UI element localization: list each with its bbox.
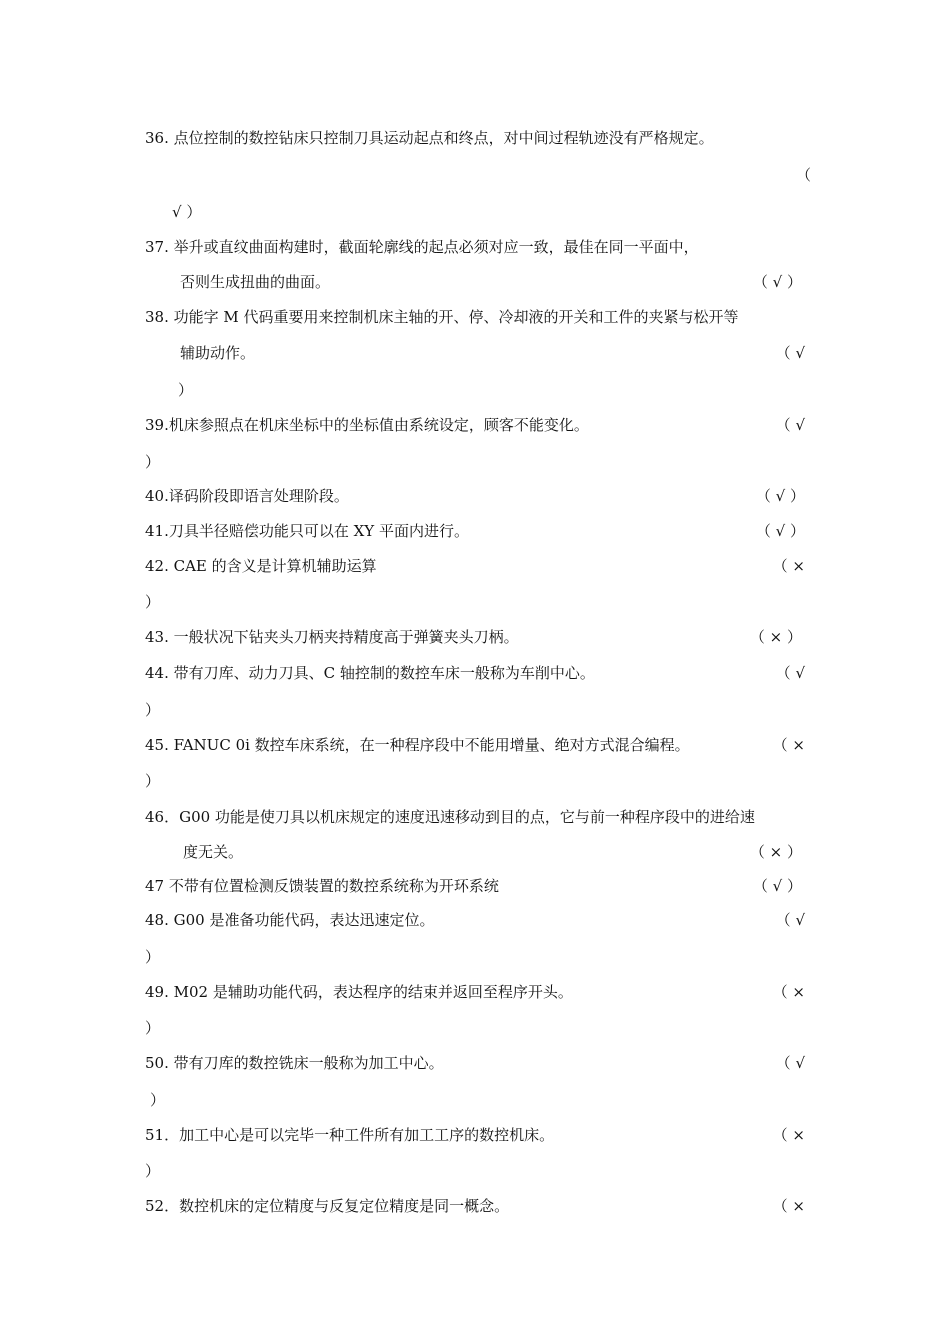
answer-43: （ × ）: [749, 628, 802, 646]
question-44: 44. 带有刀库、动力刀具、C 轴控制的数控车床一般称为车削中心。: [145, 664, 595, 682]
question-45: 45. FANUC 0i 数控车床系统，在一种程序段中不能用增量、绝对方式混合编程。: [145, 736, 690, 754]
question-38: 38. 功能字 M 代码重要用来控制机床主轴的开、停、冷却液的开关和工件的夹紧与松开等: [145, 308, 739, 326]
answer-42: （ ×: [772, 557, 805, 575]
answer-38: （ √: [775, 344, 805, 362]
answer-42-close: ）: [145, 593, 161, 611]
answer-44-close: ）: [145, 701, 161, 719]
question-38-cont: 辅助动作。: [180, 344, 256, 362]
question-46-cont: 度无关。: [183, 843, 244, 861]
question-49: 49. M02 是辅助功能代码，表达程序的结束并返回至程序开头。: [145, 983, 573, 1001]
question-37: 37. 举升或直纹曲面构建时，截面轮廓线的起点必须对应一致，最佳在同一平面中，: [145, 238, 699, 256]
answer-41: （ √ ）: [755, 522, 805, 540]
answer-51: （ ×: [772, 1126, 805, 1144]
answer-37: （ √ ）: [752, 273, 802, 291]
question-42: 42. CAE 的含义是计算机辅助运算: [145, 557, 377, 575]
answer-38-close: ）: [178, 381, 194, 399]
answer-44: （ √: [775, 664, 805, 682]
answer-52: （ ×: [772, 1197, 805, 1215]
answer-47: （ √ ）: [752, 877, 802, 895]
question-40: 40.译码阶段即语言处理阶段。: [145, 487, 349, 505]
question-50: 50. 带有刀库的数控铣床一般称为加工中心。: [145, 1054, 444, 1072]
answer-39: （ √: [775, 416, 805, 434]
question-52: 52．数控机床的定位精度与反复定位精度是同一概念。: [145, 1197, 510, 1215]
question-51: 51．加工中心是可以完毕一种工件所有加工工序的数控机床。: [145, 1126, 555, 1144]
question-39: 39.机床参照点在机床坐标中的坐标值由系统设定，顾客不能变化。: [145, 416, 589, 434]
answer-39-close: ）: [145, 453, 161, 471]
answer-51-close: ）: [145, 1162, 161, 1180]
question-36: 36. 点位控制的数控钻床只控制刀具运动起点和终点，对中间过程轨迹没有严格规定。: [145, 129, 714, 147]
answer-49: （ ×: [772, 983, 805, 1001]
question-43: 43. 一般状况下钻夹头刀柄夹持精度高于弹簧夹头刀柄。: [145, 628, 519, 646]
question-47: 47 不带有位置检测反馈装置的数控系统称为开环系统: [145, 877, 499, 895]
answer-50-close: ）: [150, 1091, 166, 1109]
answer-46: （ × ）: [749, 843, 802, 861]
answer-45: （ ×: [772, 736, 805, 754]
question-48: 48. G00 是准备功能代码，表达迅速定位。: [145, 911, 435, 929]
question-37-cont: 否则生成扭曲的曲面。: [180, 273, 331, 291]
answer-49-close: ）: [145, 1019, 161, 1037]
answer-48-close: ）: [145, 948, 161, 966]
question-46: 46．G00 功能是使刀具以机床规定的速度迅速移动到目的点，它与前一种程序段中的进给速: [145, 808, 755, 826]
answer-50: （ √: [775, 1054, 805, 1072]
answer-36-open: （: [796, 166, 812, 184]
question-41: 41.刀具半径赔偿功能只可以在 XY 平面内进行。: [145, 522, 469, 540]
answer-48: （ √: [775, 911, 805, 929]
answer-40: （ √ ）: [755, 487, 805, 505]
answer-36: √ ）: [172, 203, 202, 221]
answer-45-close: ）: [145, 772, 161, 790]
